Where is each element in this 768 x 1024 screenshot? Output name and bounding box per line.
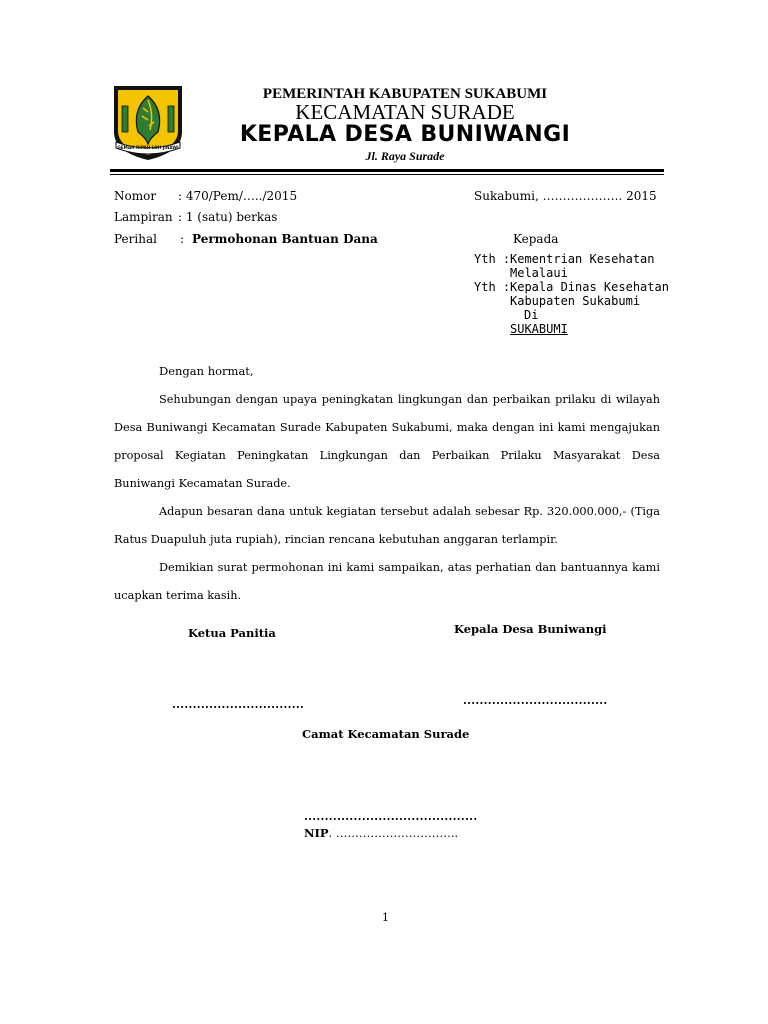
regency-emblem-logo	[110, 82, 186, 162]
lampiran-value: : 1 (satu) berkas	[178, 210, 278, 224]
body-paragraph-3: Demikian surat permohonan ini kami sampaikan, atas perhatian dan bantuannya kami ucapkan terima kasih.	[114, 561, 660, 602]
salutation: Dengan hormat,	[159, 364, 254, 378]
nip-row	[304, 826, 458, 840]
nomor-label: Nomor	[114, 189, 157, 203]
letter-date: Sukabumi, ……………….. 2015	[474, 189, 657, 203]
recipient-yth1-line1: Kementrian Kesehatan	[510, 252, 655, 266]
recipient-di: Di	[524, 308, 539, 322]
recipient-yth2-line1: Kepala Dinas Kesehatan	[510, 280, 669, 294]
letterhead-village-head: KEPALA DESA BUNIWANGI	[239, 122, 571, 147]
body-paragraph-1-block	[114, 386, 660, 498]
page-number: 1	[382, 911, 389, 924]
recipient-yth2-prefix: Yth :	[474, 280, 511, 294]
letterhead-divider-thick	[110, 169, 664, 172]
letterhead-district: KECAMATAN SURADE	[295, 100, 515, 124]
letterhead-divider-thin	[110, 174, 664, 175]
perihal-label: Perihal	[114, 232, 157, 246]
body-paragraph-2-block	[114, 498, 660, 554]
signature-bottom-title: Camat Kecamatan Surade	[302, 727, 470, 741]
recipient-kepada: Kepada	[513, 232, 559, 246]
signature-right-title: Kepala Desa Buniwangi	[454, 622, 607, 636]
letterhead-government: PEMERINTAH KABUPATEN SUKABUMI	[262, 86, 548, 102]
lampiran-label: Lampiran	[114, 210, 173, 224]
recipient-city: SUKABUMI	[510, 322, 568, 336]
recipient-yth2-line2: Kabupaten Sukabumi	[510, 294, 641, 308]
body-paragraph-2: Adapun besaran dana untuk kegiatan tersebut adalah sebesar Rp. 320.000.000,- (Tiga Ratus Duapuluh juta rupiah), rincian rencana kebutuhan anggaran terlampir.	[114, 505, 660, 546]
body-paragraph-3-block	[114, 554, 660, 610]
letterhead-address: Jl. Raya Surade	[365, 149, 445, 163]
recipient-yth1-line2: Melalaui	[510, 266, 568, 280]
nomor-value: : 470/Pem/…../2015	[178, 189, 298, 203]
logo-ribbon-text: GEMAH RIPAH LOH JINAWI	[117, 145, 179, 150]
signature-left-title: Ketua Panitia	[188, 626, 276, 640]
body-paragraph-1: Sehubungan dengan upaya peningkatan lingkungan dan perbaikan prilaku di wilayah Desa Buniwangi Kecamatan Surade Kabupaten Sukabumi, maka dengan ini kami mengajukan proposal Kegiatan Peningkatan Lingkungan dan Perbaikan Prilaku Masyarakat Desa Buniwangi Kecamatan Surade.	[114, 393, 660, 490]
signature-left-line: ................................	[172, 698, 305, 711]
recipient-yth1-prefix: Yth :	[474, 252, 511, 266]
signature-right-line: ...................................	[463, 694, 608, 707]
perihal-value: Permohonan Bantuan Dana	[192, 232, 378, 246]
signature-bottom-line: ..........................................	[304, 810, 478, 823]
perihal-colon: :	[180, 232, 185, 246]
nip-label: NIP	[304, 826, 329, 840]
nip-dots: . …………………………..	[328, 826, 459, 840]
